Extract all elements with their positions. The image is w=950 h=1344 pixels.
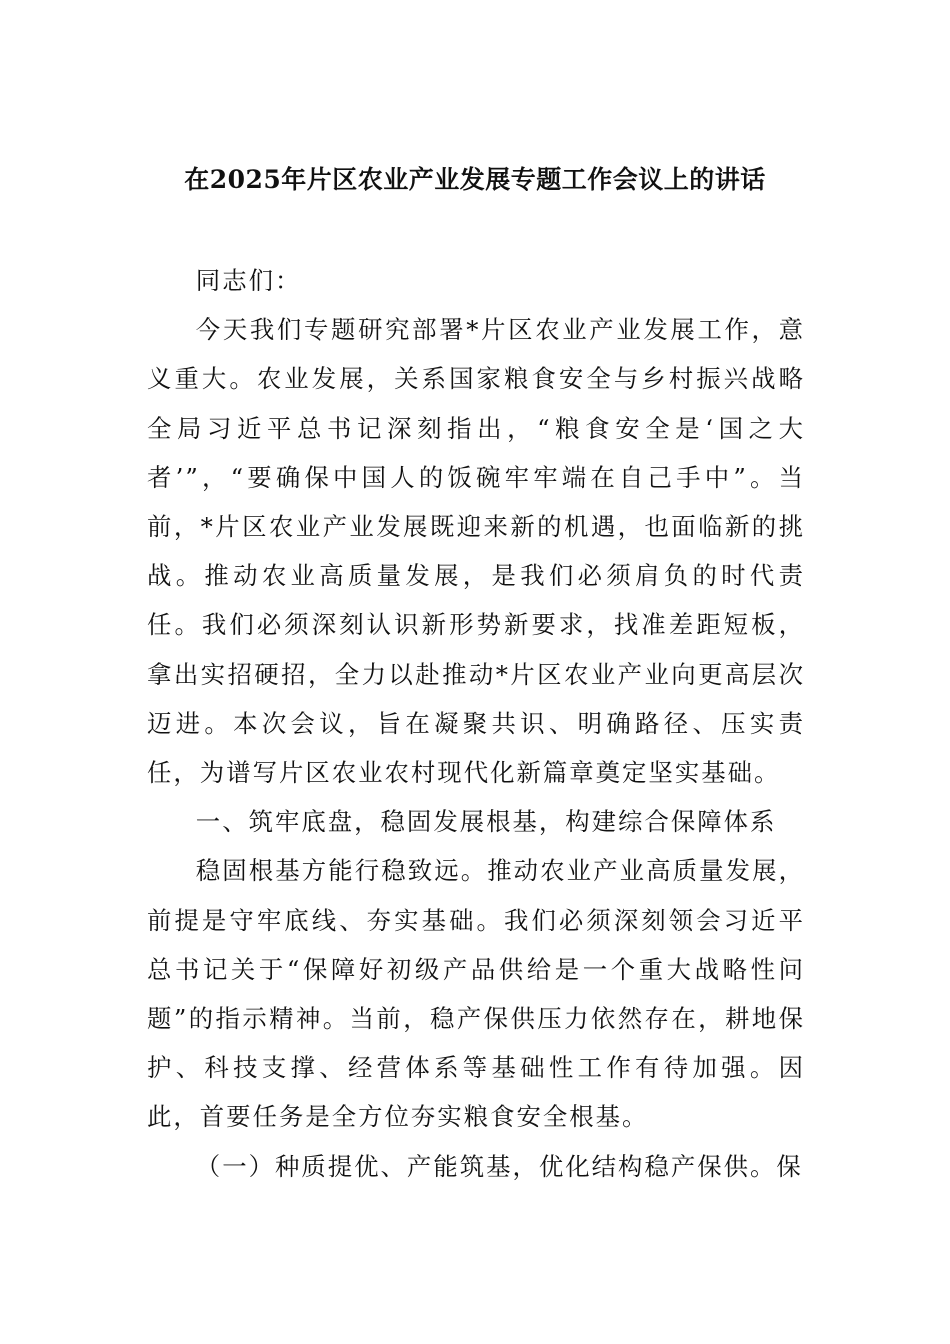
document-body	[147, 256, 805, 1191]
document-title: 在2025年片区农业产业发展专题工作会议上的讲话	[184, 165, 766, 194]
section-heading-1: 一、筑牢底盘，稳固发展根基，构建综合保障体系	[195, 807, 777, 837]
paragraph-intro: 今天我们专题研究部署*片区农业产业发展工作，意义重大。农业发展，关系国家粮食安全与乡村振兴战略全局习近平总书记深刻指出，“粮食安全是‘国之大者’”，“要确保中国人的饭碗牢牢端在自己手中”。当前，*片区农业产业发展既迎来新的机遇，也面临新的挑战。推动农业高质量发展，是我们必须肩负的时代责任。我们必须深刻认识新形势新要求，找准差距短板，拿出实招硬招，全力以赴推动*片区农业产业向更高层次迈进。本次会议，旨在凝聚共识、明确路径、压实责任，为谱写片区农业农村现代化新篇章奠定坚实基础。	[147, 315, 805, 788]
subsection-heading-1: （一）种质提优、产能筑基，优化结构稳产保供。保	[195, 1151, 803, 1181]
greeting: 同志们：	[195, 266, 302, 295]
paragraph-section-1: 稳固根基方能行稳致远。推动农业产业高质量发展，前提是守牢底线、夯实基础。我们必须深刻领会习近平总书记关于“保障好初级产品供给是一个重大战略性问题”的指示精神。当前，稳产保供压力依然存在，耕地保护、科技支撑、经营体系等基础性工作有待加强。因此，首要任务是全方位夯实粮食安全根基。	[147, 856, 805, 1132]
